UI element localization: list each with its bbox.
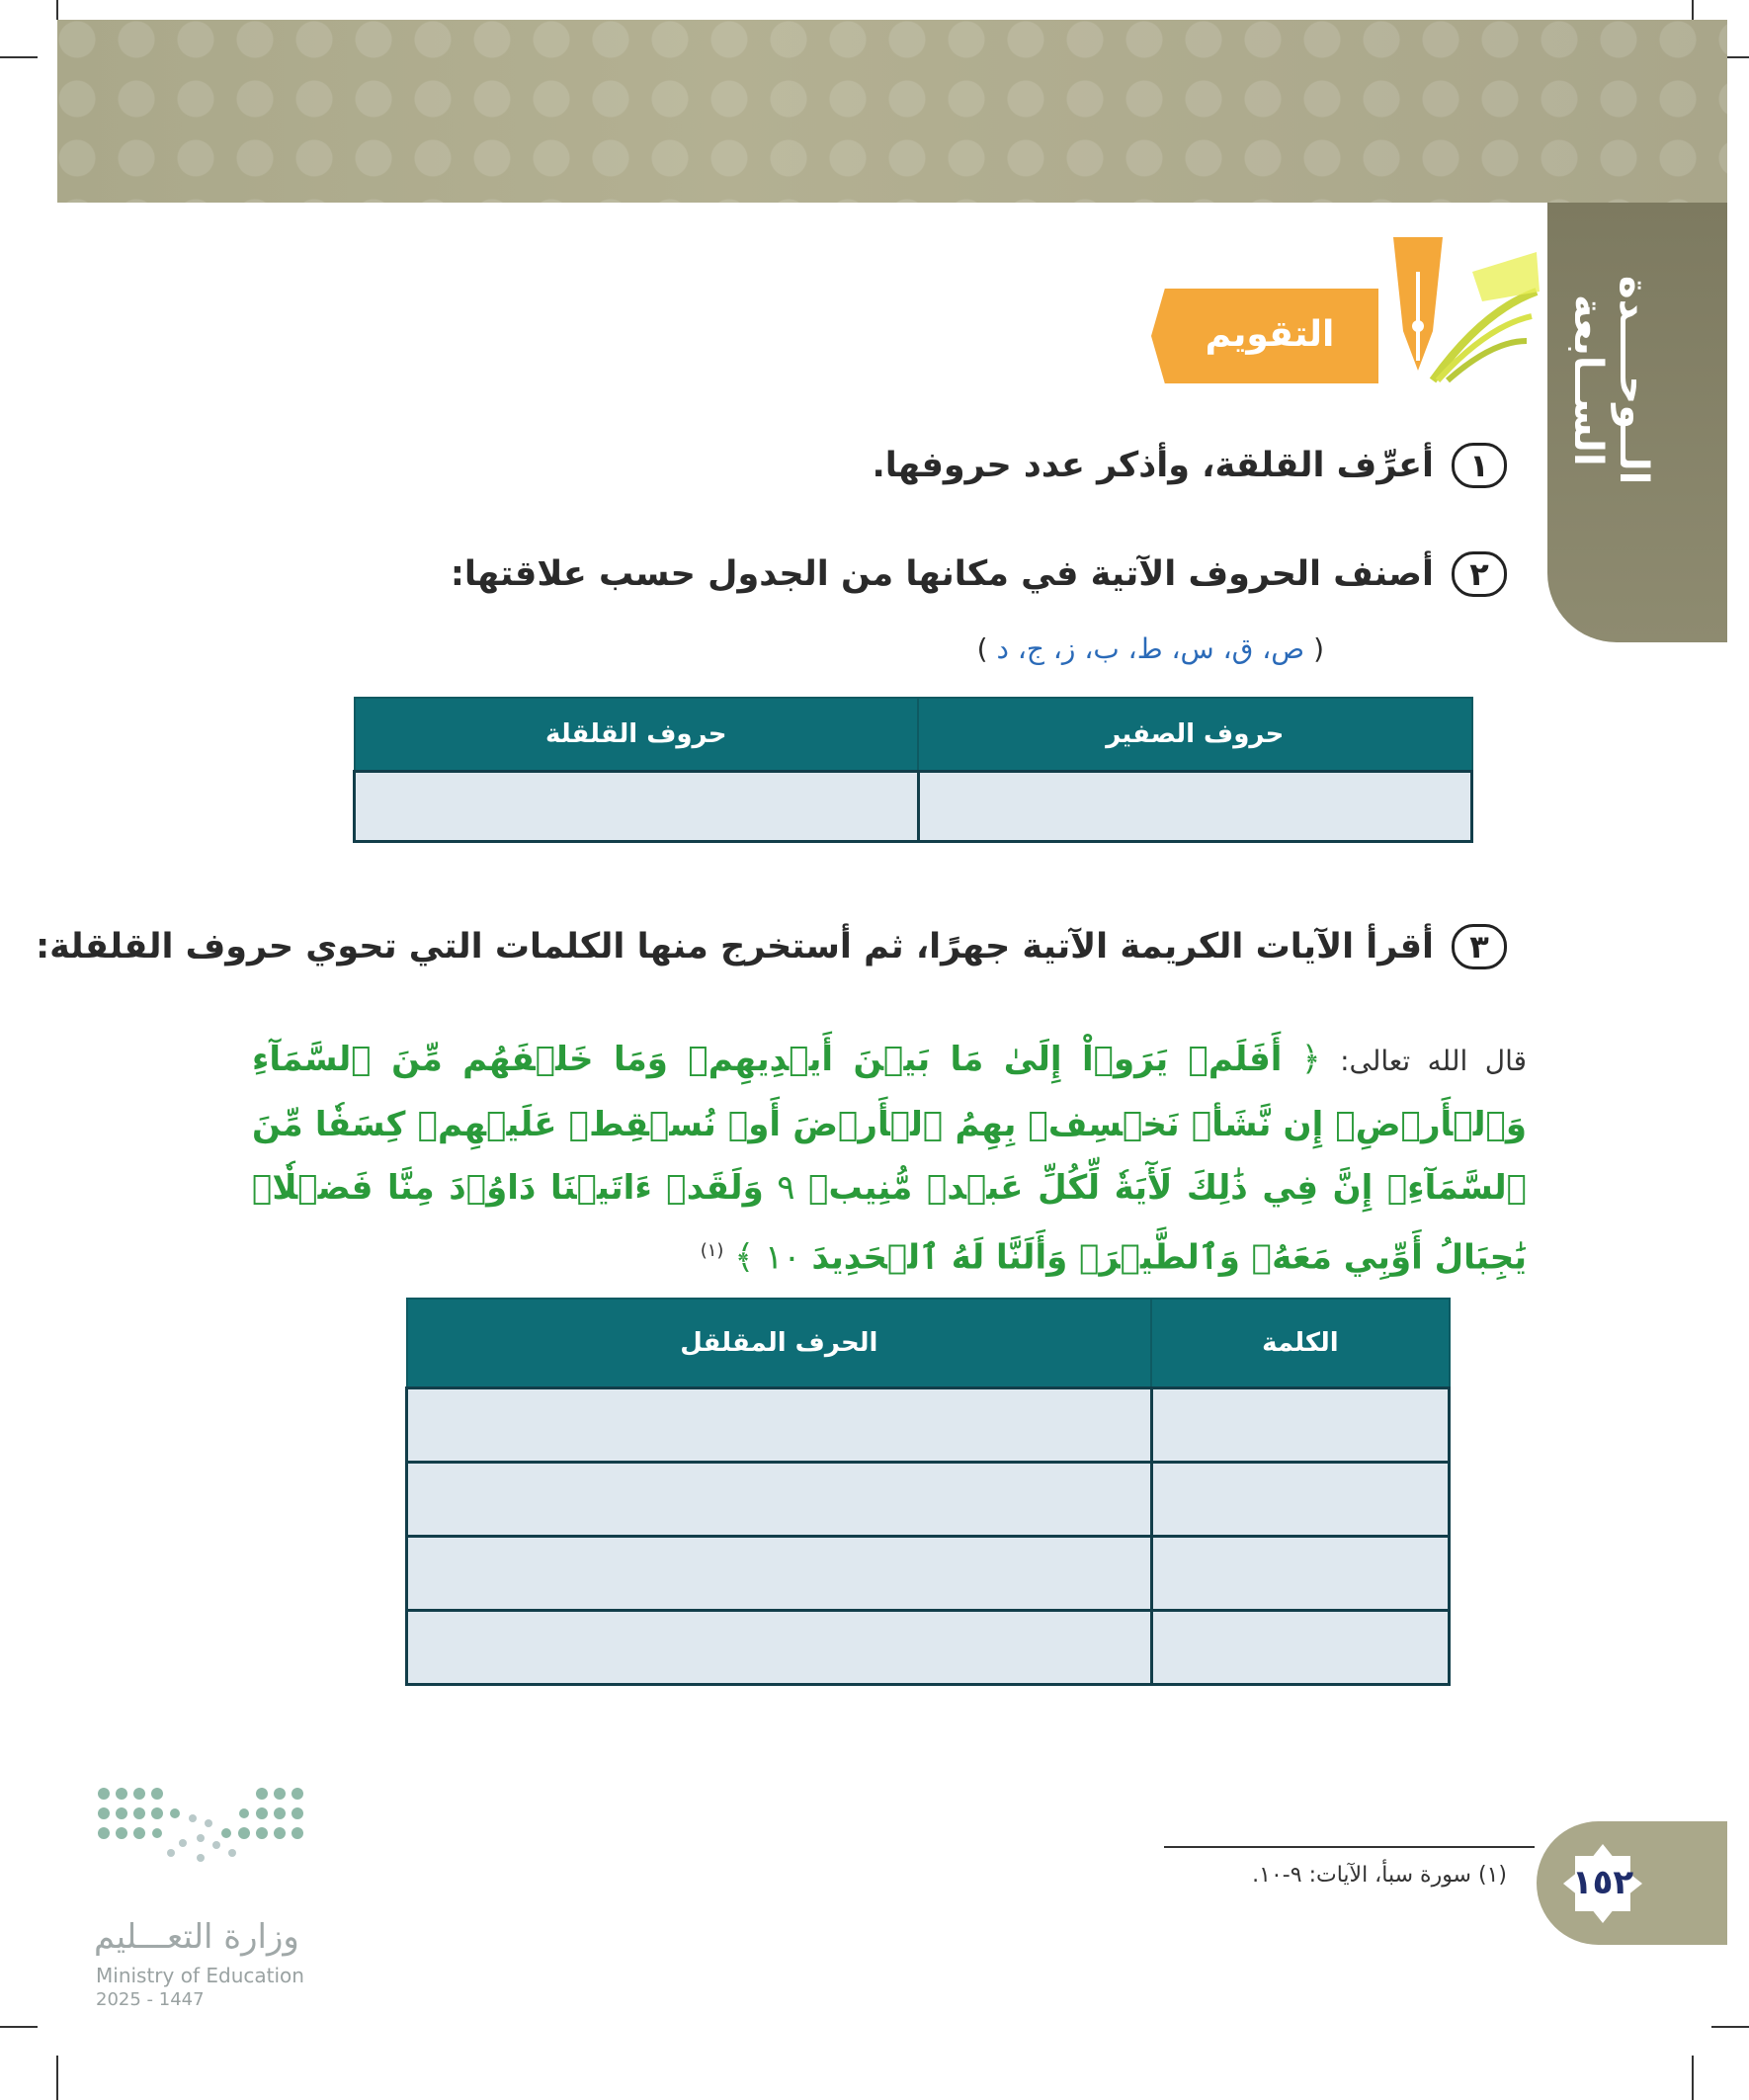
crop-mark xyxy=(1692,2056,1694,2100)
answer-cell[interactable] xyxy=(1151,1611,1449,1685)
close-paren: ) xyxy=(976,632,988,665)
answer-cell[interactable] xyxy=(918,772,1471,842)
ministry-year: 2025 - 1447 xyxy=(96,1989,205,2010)
footnote-ref: (١) xyxy=(700,1240,724,1261)
ministry-name-arabic: وزارة التعـــليم xyxy=(94,1917,299,1957)
question-1 xyxy=(872,443,1507,488)
crop-mark xyxy=(0,56,38,58)
crop-mark xyxy=(1711,2026,1749,2028)
quran-passage xyxy=(252,1028,1527,1289)
open-paren: ( xyxy=(1313,632,1324,665)
evaluation-badge-label: التقويم xyxy=(1205,314,1335,355)
quran-verse-9: أَفَلَمۡ يَرَوۡاْ إِلَىٰ مَا بَيۡنَ أَيۡدِيهِمۡ وَمَا خَلۡفَهُم مِّنَ ٱلسَّمَآءِ وَٱلۡأَرۡضِۚ إِن نَّشَأۡ نَخۡسِفۡ بِهِمُ ٱلۡأَرۡضَ أَوۡ نُسۡقِطۡ عَلَيۡهِمۡ كِسَفٗا مِّنَ ٱلسَّمَآءِۚ إِنَّ فِي ذَٰلِكَ لَأٓيَةٗ لِّكُلِّ عَبۡدٖ مُّنِيبٖ xyxy=(252,1040,1528,1208)
question-3 xyxy=(36,924,1507,969)
answer-cell[interactable] xyxy=(355,772,919,842)
footnote-divider xyxy=(1164,1846,1535,1848)
answer-cell[interactable] xyxy=(1151,1537,1449,1611)
question-text: أصنف الحروف الآتية في مكانها من الجدول حسب علاقتها: xyxy=(450,554,1434,594)
answer-cell[interactable] xyxy=(407,1537,1152,1611)
table-header-word: الكلمة xyxy=(1151,1299,1449,1388)
answer-cell[interactable] xyxy=(1151,1463,1449,1537)
answer-cell[interactable] xyxy=(407,1388,1152,1463)
close-bracket: ﴾ xyxy=(734,1237,755,1278)
answer-cell[interactable] xyxy=(407,1611,1152,1685)
header-band xyxy=(57,20,1727,203)
pen-icon xyxy=(1364,232,1541,390)
crop-mark xyxy=(1692,0,1694,20)
open-bracket: ﴿ xyxy=(1300,1040,1321,1079)
answer-cell[interactable] xyxy=(1151,1388,1449,1463)
unit-label: الــوحــــدة الســابعة xyxy=(1565,276,1656,485)
question-number: ٢ xyxy=(1452,551,1507,597)
question-number: ١ xyxy=(1452,443,1507,488)
ayah-number-9: ٩ xyxy=(777,1168,795,1208)
crop-mark xyxy=(56,2056,58,2100)
question-2 xyxy=(451,551,1507,597)
crop-mark xyxy=(56,0,58,20)
words-table xyxy=(405,1298,1451,1686)
answer-cell[interactable] xyxy=(407,1463,1152,1537)
table-header-letter: الحرف المقلقل xyxy=(407,1299,1152,1388)
ayah-number-10: ١٠ xyxy=(764,1237,801,1278)
page-number: ١٥٢ xyxy=(1571,1863,1634,1902)
letters-text: ص، ق، س، ط، ب، ز، ج، د xyxy=(996,632,1305,665)
question-text: أقرأ الآيات الكريمة الآتية جهرًا، ثم أستخرج منها الكلمات التي تحوي حروف القلقلة: xyxy=(36,927,1434,966)
table-header-whistling: حروف الصفير xyxy=(918,698,1471,772)
classification-table xyxy=(353,697,1473,843)
question-number: ٣ xyxy=(1452,924,1507,969)
crop-mark xyxy=(0,2026,38,2028)
quran-verse-10: وَلَقَدۡ ءَاتَيۡنَا دَاوُۥدَ مِنَّا فَضۡلٗاۖ يَٰجِبَالُ أَوِّبِي مَعَهُۥ وَٱلطَّيۡرَۖ وَأَلَنَّا لَهُ ٱلۡحَدِيدَ xyxy=(252,1168,1527,1278)
footnote: (١) سورة سبأ، الآيات: ٩-١٠. xyxy=(1252,1863,1507,1888)
table-header-qalqala: حروف القلقلة xyxy=(355,698,919,772)
letters-list xyxy=(977,632,1324,665)
quran-intro: قال الله تعالى: xyxy=(1340,1045,1527,1077)
question-text: أعرِّف القلقة، وأذكر عدد حروفها. xyxy=(872,446,1434,485)
ministry-logo-icon xyxy=(94,1774,311,1897)
ministry-name-english: Ministry of Education xyxy=(96,1964,304,1987)
